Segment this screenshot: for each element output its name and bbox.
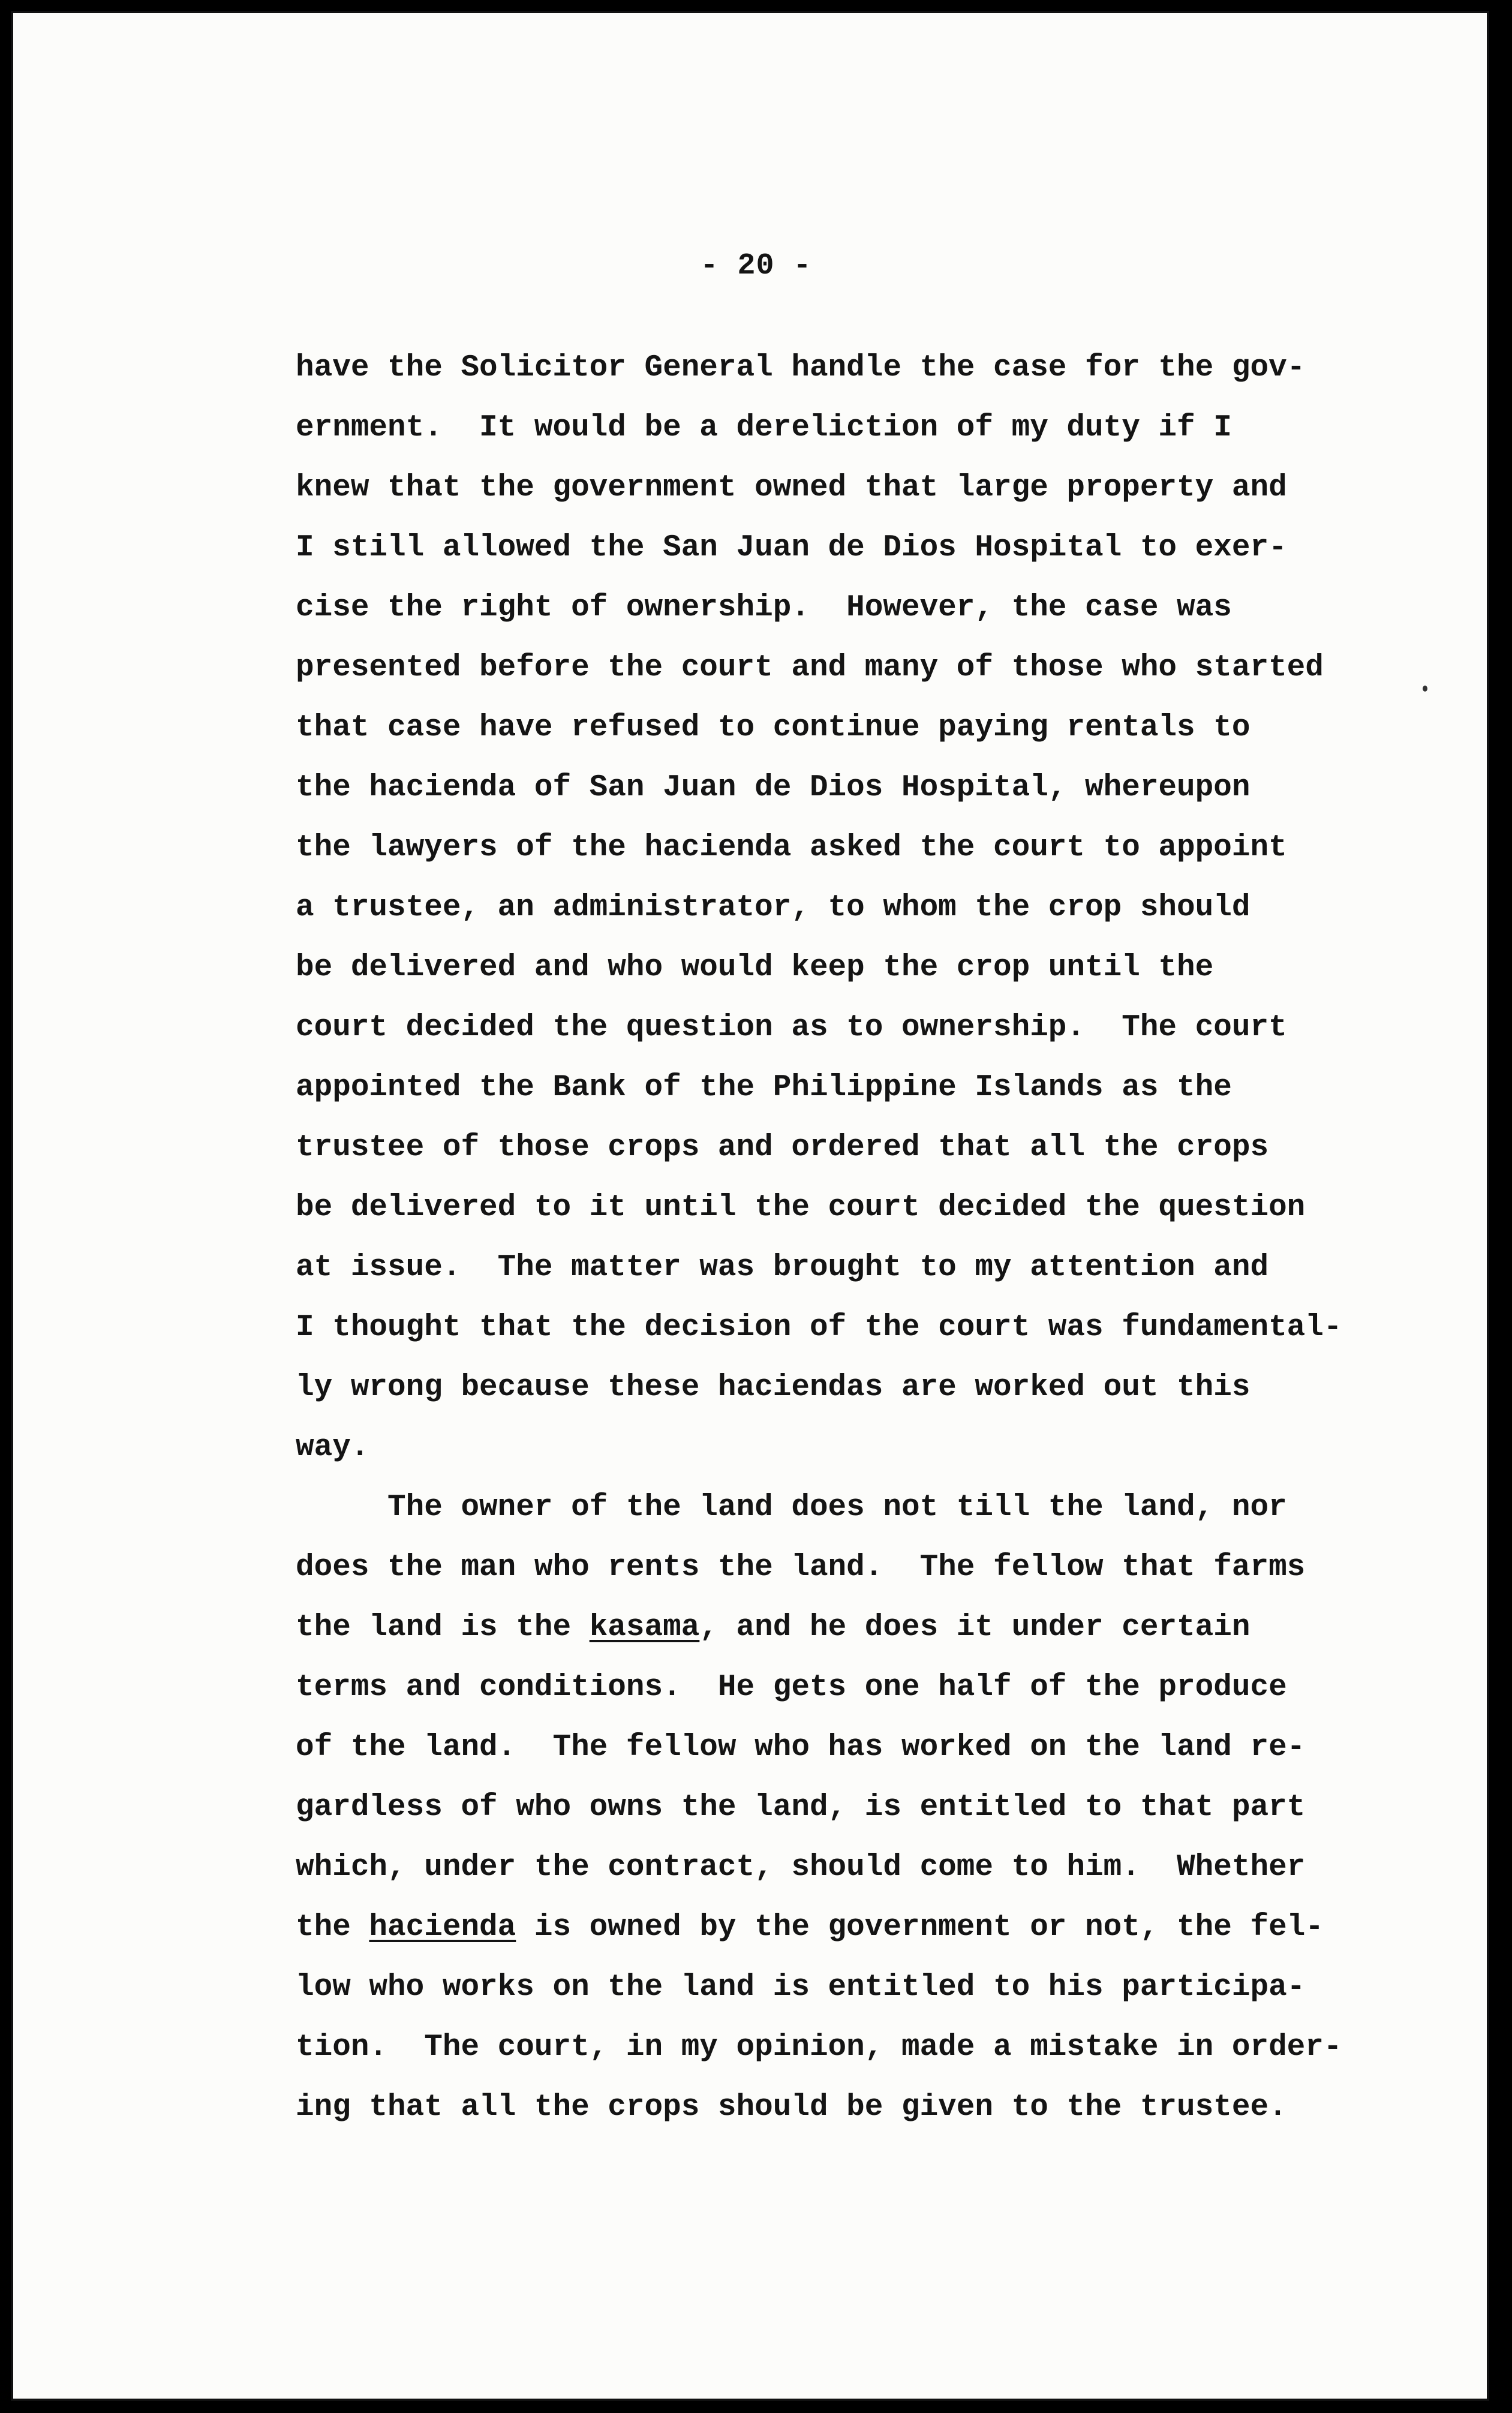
text-line: presented before the court and many of those who started xyxy=(296,651,1324,685)
text-segment: the xyxy=(296,1910,369,1945)
text-line: have the Solicitor General handle the case for the gov- xyxy=(296,351,1306,385)
text-line: of the land. The fellow who has worked on the land re- xyxy=(296,1730,1306,1765)
text-line: low who works on the land is entitled to his participa- xyxy=(296,1970,1306,2005)
text-line: terms and conditions. He gets one half of the produce xyxy=(296,1670,1287,1705)
text-line: be delivered and who would keep the crop until the xyxy=(296,951,1214,985)
text-line: a trustee, an administrator, to whom the crop should xyxy=(296,891,1251,925)
text-line: The owner of the land does not till the land, nor xyxy=(296,1491,1287,1525)
text-line: I still allowed the San Juan de Dios Hospital to exer- xyxy=(296,531,1287,565)
underlined-term-kasama: kasama xyxy=(589,1610,700,1645)
text-line: ly wrong because these haciendas are worked out this xyxy=(296,1371,1251,1405)
text-line: ernment. It would be a dereliction of my duty if I xyxy=(296,411,1232,445)
text-segment: , and he does it under certain xyxy=(699,1610,1251,1645)
text-segment: the land is the xyxy=(296,1610,590,1645)
text-line: the hacienda of San Juan de Dios Hospital, whereupon xyxy=(296,771,1251,805)
text-line: be delivered to it until the court decided the question xyxy=(296,1191,1306,1225)
text-segment: is owned by the government or not, the fel- xyxy=(516,1910,1324,1945)
text-line: gardless of who owns the land, is entitled to that part xyxy=(296,1790,1306,1825)
text-line: I thought that the decision of the court was fundamental- xyxy=(296,1311,1342,1345)
text-line: does the man who rents the land. The fellow that farms xyxy=(296,1550,1306,1585)
text-line: cise the right of ownership. However, the case was xyxy=(296,591,1232,625)
text-line: ing that all the crops should be given to the trustee. xyxy=(296,2090,1287,2124)
underlined-term-hacienda: hacienda xyxy=(369,1910,516,1945)
text-line: trustee of those crops and ordered that all the crops xyxy=(296,1131,1269,1165)
text-line: court decided the question as to ownership. The court xyxy=(296,1011,1287,1045)
text-line: that case have refused to continue paying rentals to xyxy=(296,711,1251,745)
page-number: - 20 - xyxy=(700,249,812,283)
text-line: at issue. The matter was brought to my attention and xyxy=(296,1251,1269,1285)
text-line: appointed the Bank of the Philippine Islands as the xyxy=(296,1071,1232,1105)
text-line: tion. The court, in my opinion, made a mistake in order- xyxy=(296,2030,1342,2065)
text-line xyxy=(296,1910,1324,1945)
text-line: which, under the contract, should come to him. Whether xyxy=(296,1850,1306,1885)
text-line: way. xyxy=(296,1431,369,1465)
text-line xyxy=(296,1610,1250,1645)
text-line: knew that the government owned that large property and xyxy=(296,471,1287,505)
scan-speck xyxy=(1423,686,1427,692)
text-line: the lawyers of the hacienda asked the court to appoint xyxy=(296,831,1287,865)
